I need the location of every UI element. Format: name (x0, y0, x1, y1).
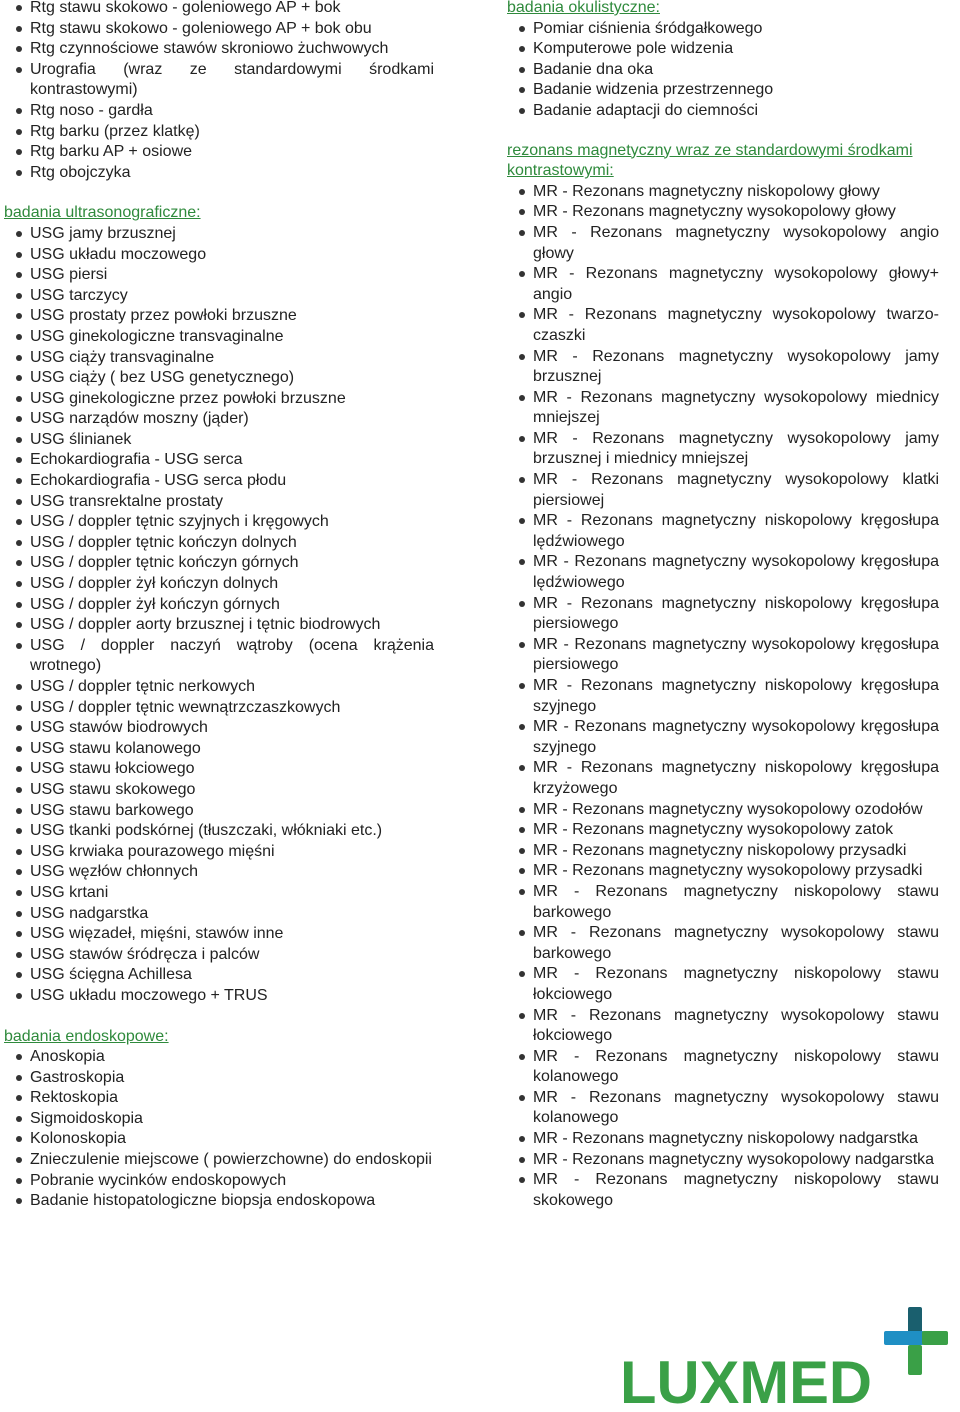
list-item: MR - Rezonans magnetyczny niskopolowy stawu kolanowego (507, 1047, 939, 1088)
list-item: USG narządów moszny (jąder) (4, 409, 434, 430)
list-item: USG stawu barkowego (4, 801, 434, 822)
list-item: USG stawów śródręcza i palców (4, 945, 434, 966)
list-item: USG / doppler tętnic wewnątrzczaszkowych (4, 698, 434, 719)
list-item: USG stawu kolanowego (4, 739, 434, 760)
list-item: MR - Rezonans magnetyczny wysokopolowy głowy (507, 202, 939, 223)
list-item: USG układu moczowego (4, 245, 434, 266)
left-column (4, 0, 434, 1212)
list-item: Echokardiografia - USG serca (4, 450, 434, 471)
list-item: USG stawów biodrowych (4, 718, 434, 739)
usg-heading: badania ultrasonograficzne: (4, 204, 201, 222)
list-item: Rektoskopia (4, 1088, 434, 1109)
list-item: USG jamy brzusznej (4, 224, 434, 245)
list-item: MR - Rezonans magnetyczny wysokopolowy stawu barkowego (507, 923, 939, 964)
list-item: Kolonoskopia (4, 1129, 434, 1150)
list-item: Znieczulenie miejscowe ( powierzchowne) do endoskopii (4, 1150, 434, 1171)
list-item: USG ścięgna Achillesa (4, 965, 434, 986)
list-item: USG stawu skokowego (4, 780, 434, 801)
list-item: MR - Rezonans magnetyczny wysokopolowy jamy brzusznej i miednicy mniejszej (507, 429, 939, 470)
list-item: USG / doppler żył kończyn dolnych (4, 574, 434, 595)
list-item: USG krtani (4, 883, 434, 904)
list-item: USG / doppler tętnic szyjnych i kręgowych (4, 512, 434, 533)
list-item: MR - Rezonans magnetyczny wysokopolowy jamy brzusznej (507, 347, 939, 388)
list-item: Rtg barku (przez klatkę) (4, 122, 434, 143)
list-item: USG ślinianek (4, 430, 434, 451)
okul-heading: badania okulistyczne: (507, 0, 660, 16)
list-item: MR - Rezonans magnetyczny wysokopolowy nadgarstka (507, 1150, 939, 1171)
list-item: Pobranie wycinków endoskopowych (4, 1171, 434, 1192)
luxmed-logo-text: LUXMED (620, 1349, 872, 1408)
list-item: USG piersi (4, 265, 434, 286)
list-item: USG nadgarstka (4, 904, 434, 925)
list-item: MR - Rezonans magnetyczny wysokopolowy miednicy mniejszej (507, 388, 939, 429)
list-item: Rtg barku AP + osiowe (4, 142, 434, 163)
list-item: MR - Rezonans magnetyczny wysokopolowy kręgosłupa lędźwiowego (507, 552, 939, 593)
luxmed-mark-icon (884, 1307, 948, 1375)
list-item: MR - Rezonans magnetyczny niskopolowy kręgosłupa krzyżowego (507, 758, 939, 799)
list-item: Badanie histopatologiczne biopsja endoskopowa (4, 1191, 434, 1212)
rtg-list (4, 0, 434, 183)
list-item: USG stawu łokciowego (4, 759, 434, 780)
list-item: USG tkanki podskórnej (tłuszczaki, włókniaki etc.) (4, 821, 434, 842)
list-item: MR - Rezonans magnetyczny wysokopolowy przysadki (507, 861, 939, 882)
okul-section (507, 0, 939, 122)
list-item: MR - Rezonans magnetyczny niskopolowy głowy (507, 182, 939, 203)
usg-list (4, 224, 434, 1007)
list-item: USG tarczycy (4, 286, 434, 307)
luxmed-logo (620, 1303, 950, 1408)
list-item: USG / doppler tętnic kończyn górnych (4, 553, 434, 574)
mr-list (507, 182, 939, 1212)
list-item: USG ginekologiczne transvaginalne (4, 327, 434, 348)
mr-section (507, 141, 939, 1212)
list-item: MR - Rezonans magnetyczny niskopolowy kręgosłupa lędźwiowego (507, 511, 939, 552)
list-item: MR - Rezonans magnetyczny wysokopolowy kręgosłupa szyjnego (507, 717, 939, 758)
list-item: USG węzłów chłonnych (4, 862, 434, 883)
list-item: Pomiar ciśnienia śródgałkowego (507, 19, 939, 40)
list-item: USG / doppler żył kończyn górnych (4, 595, 434, 616)
list-item: Rtg noso - gardła (4, 101, 434, 122)
endo-section (4, 1027, 434, 1212)
list-item: MR - Rezonans magnetyczny niskopolowy kręgosłupa piersiowego (507, 594, 939, 635)
mr-heading: rezonans magnetyczny wraz ze standardowymi środkami kontrastowymi: (507, 141, 913, 180)
list-item: USG prostaty przez powłoki brzuszne (4, 306, 434, 327)
list-item: Rtg czynnościowe stawów skroniowo żuchwowych (4, 39, 434, 60)
list-item: USG więzadeł, mięśni, stawów inne (4, 924, 434, 945)
right-column (507, 0, 939, 1211)
list-item: MR - Rezonans magnetyczny wysokopolowy angio głowy (507, 223, 939, 264)
list-item: MR - Rezonans magnetyczny wysokopolowy klatki piersiowej (507, 470, 939, 511)
list-item: MR - Rezonans magnetyczny niskopolowy stawu skokowego (507, 1170, 939, 1211)
list-item: MR - Rezonans magnetyczny wysokopolowy ozodołów (507, 800, 939, 821)
list-item: USG / doppler tętnic kończyn dolnych (4, 533, 434, 554)
list-item: Gastroskopia (4, 1068, 434, 1089)
list-item: USG / doppler naczyń wątroby (ocena krążenia wrotnego) (4, 636, 434, 677)
endo-heading: badania endoskopowe: (4, 1027, 169, 1045)
list-item: Sigmoidoskopia (4, 1109, 434, 1130)
usg-section (4, 203, 434, 1006)
list-item: MR - Rezonans magnetyczny wysokopolowy twarzo-czaszki (507, 305, 939, 346)
list-item: USG krwiaka pourazowego mięśni (4, 842, 434, 863)
list-item: MR - Rezonans magnetyczny wysokopolowy kręgosłupa piersiowego (507, 635, 939, 676)
list-item: Urografia (wraz ze standardowymi środkami kontrastowymi) (4, 60, 434, 101)
list-item: Komputerowe pole widzenia (507, 39, 939, 60)
list-item: MR - Rezonans magnetyczny niskopolowy stawu łokciowego (507, 964, 939, 1005)
list-item: MR - Rezonans magnetyczny niskopolowy stawu barkowego (507, 882, 939, 923)
list-item: Anoskopia (4, 1047, 434, 1068)
list-item: USG ginekologiczne przez powłoki brzuszne (4, 389, 434, 410)
list-item: MR - Rezonans magnetyczny niskopolowy nadgarstka (507, 1129, 939, 1150)
okul-list (507, 19, 939, 122)
list-item: Badanie dna oka (507, 60, 939, 81)
list-item: Rtg obojczyka (4, 163, 434, 184)
list-item: Badanie widzenia przestrzennego (507, 80, 939, 101)
endo-list (4, 1047, 434, 1212)
list-item: Badanie adaptacji do ciemności (507, 101, 939, 122)
list-item: USG układu moczowego + TRUS (4, 986, 434, 1007)
list-item: USG ciąży transvaginalne (4, 348, 434, 369)
list-item: USG transrektalne prostaty (4, 492, 434, 513)
list-item: Echokardiografia - USG serca płodu (4, 471, 434, 492)
list-item: Rtg stawu skokowo - goleniowego AP + bok (4, 0, 434, 19)
list-item: MR - Rezonans magnetyczny wysokopolowy stawu kolanowego (507, 1088, 939, 1129)
list-item: MR - Rezonans magnetyczny wysokopolowy głowy+ angio (507, 264, 939, 305)
list-item: MR - Rezonans magnetyczny wysokopolowy stawu łokciowego (507, 1006, 939, 1047)
list-item: MR - Rezonans magnetyczny niskopolowy przysadki (507, 841, 939, 862)
list-item: USG ciąży ( bez USG genetycznego) (4, 368, 434, 389)
list-item: MR - Rezonans magnetyczny wysokopolowy zatok (507, 820, 939, 841)
list-item: USG / doppler tętnic nerkowych (4, 677, 434, 698)
list-item: USG / doppler aorty brzusznej i tętnic biodrowych (4, 615, 434, 636)
list-item: MR - Rezonans magnetyczny niskopolowy kręgosłupa szyjnego (507, 676, 939, 717)
list-item: Rtg stawu skokowo - goleniowego AP + bok obu (4, 19, 434, 40)
